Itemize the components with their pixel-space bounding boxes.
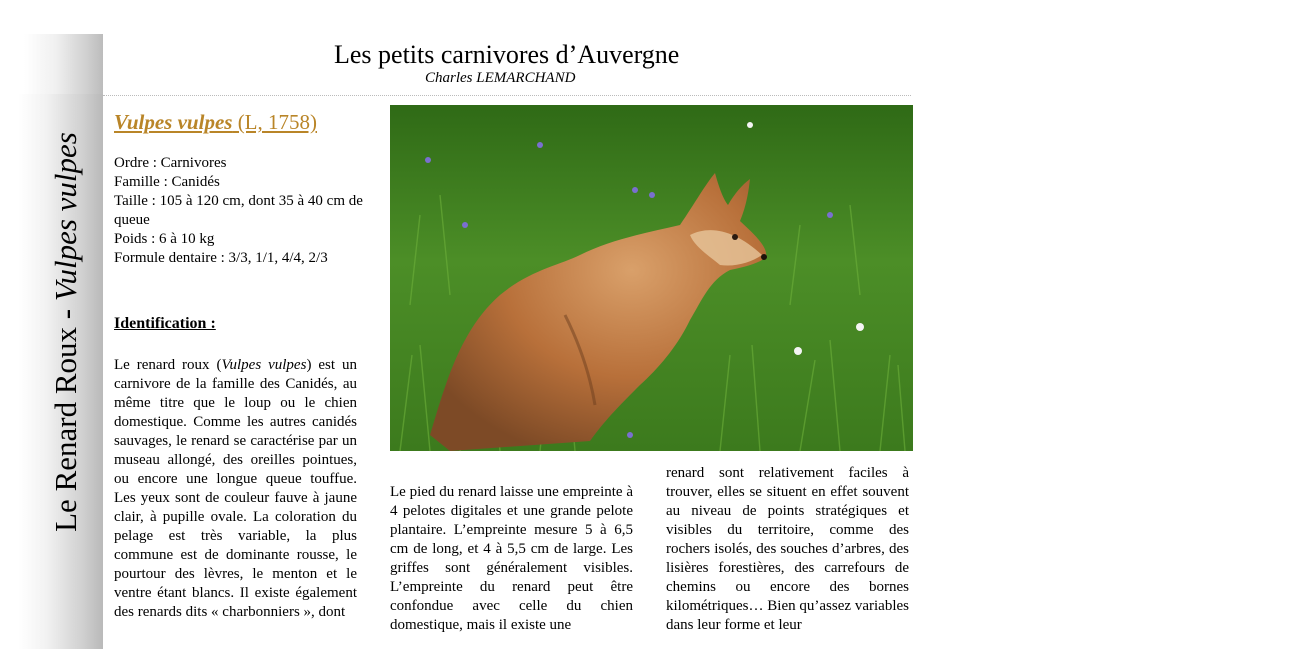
identification-intro: Le renard roux (	[114, 357, 222, 373]
vertical-title	[48, 132, 84, 532]
identification-body: ) est un carnivore de la famille des Canidés, au même titre que le loup ou le chien domestique. Comme les autres canidés sauvages, le renard se caractérise par un museau allongé, des oreilles pointues, ou encore une longue queue touffue. Les yeux sont de couleur fauve à jaune clair, à pupille ovale. La coloration du pelage est très variable, la plus commune est de dominante rousse, le pourtour des lèvres, le menton et le ventre étant blancs. Il existe également des renards dits « charbonniers », dont	[114, 357, 357, 620]
page-author: Charles LEMARCHAND	[425, 70, 576, 86]
footprint-paragraph: Le pied du renard laisse une empreinte à 4 pelotes digitales et une grande pelote plantaire. L’empreinte mesure 5 à 6,5 cm de long, et 4 à 5,5 cm de large. Les griffes sont généralement visibles. L’empreinte du renard peut être confondue avec celle du chien domestique, mais il existe une	[390, 484, 633, 633]
droppings-paragraph: renard sont relativement faciles à trouver, elles se situent en effet souvent au niveau de points stratégiques et visibles du territoire, comme des rochers isolés, des souches d’arbres, des lisières forestières, des carrefours de chemins ou encore des bornes kilométriques… Bien qu’assez variables dans leur forme et leur	[666, 465, 909, 633]
taxonomy-order: Ordre : Carnivores	[114, 155, 227, 171]
fox-photo	[390, 105, 1293, 546]
taxonomy-family: Famille : Canidés	[114, 174, 220, 190]
taxonomy-dental: Formule dentaire : 3/3, 1/1, 4/4, 2/3	[114, 250, 328, 266]
identification-intro-latin: Vulpes vulpes	[221, 357, 307, 373]
species-heading-latin: Vulpes vulpes	[114, 110, 233, 134]
identification-title: Identification :	[114, 315, 216, 332]
vertical-title-latin: Vulpes vulpes	[48, 132, 83, 302]
taxonomy-block	[114, 154, 376, 268]
taxonomy-size: Taille : 105 à 120 cm, dont 35 à 40 cm de queue	[114, 193, 363, 228]
fox-illustration	[390, 105, 913, 451]
species-heading	[114, 110, 317, 135]
page-title: Les petits carnivores d’Auvergne	[334, 40, 680, 69]
taxonomy-weight: Poids : 6 à 10 kg	[114, 231, 215, 247]
identification-paragraph	[114, 356, 357, 649]
species-heading-authority: (L, 1758)	[232, 110, 318, 134]
photo-credit: © C.LEMARCHAND	[1281, 454, 1293, 546]
header-divider	[103, 95, 911, 96]
vertical-title-common: Le Renard Roux -	[48, 301, 83, 532]
sidebar-tab	[24, 34, 103, 94]
